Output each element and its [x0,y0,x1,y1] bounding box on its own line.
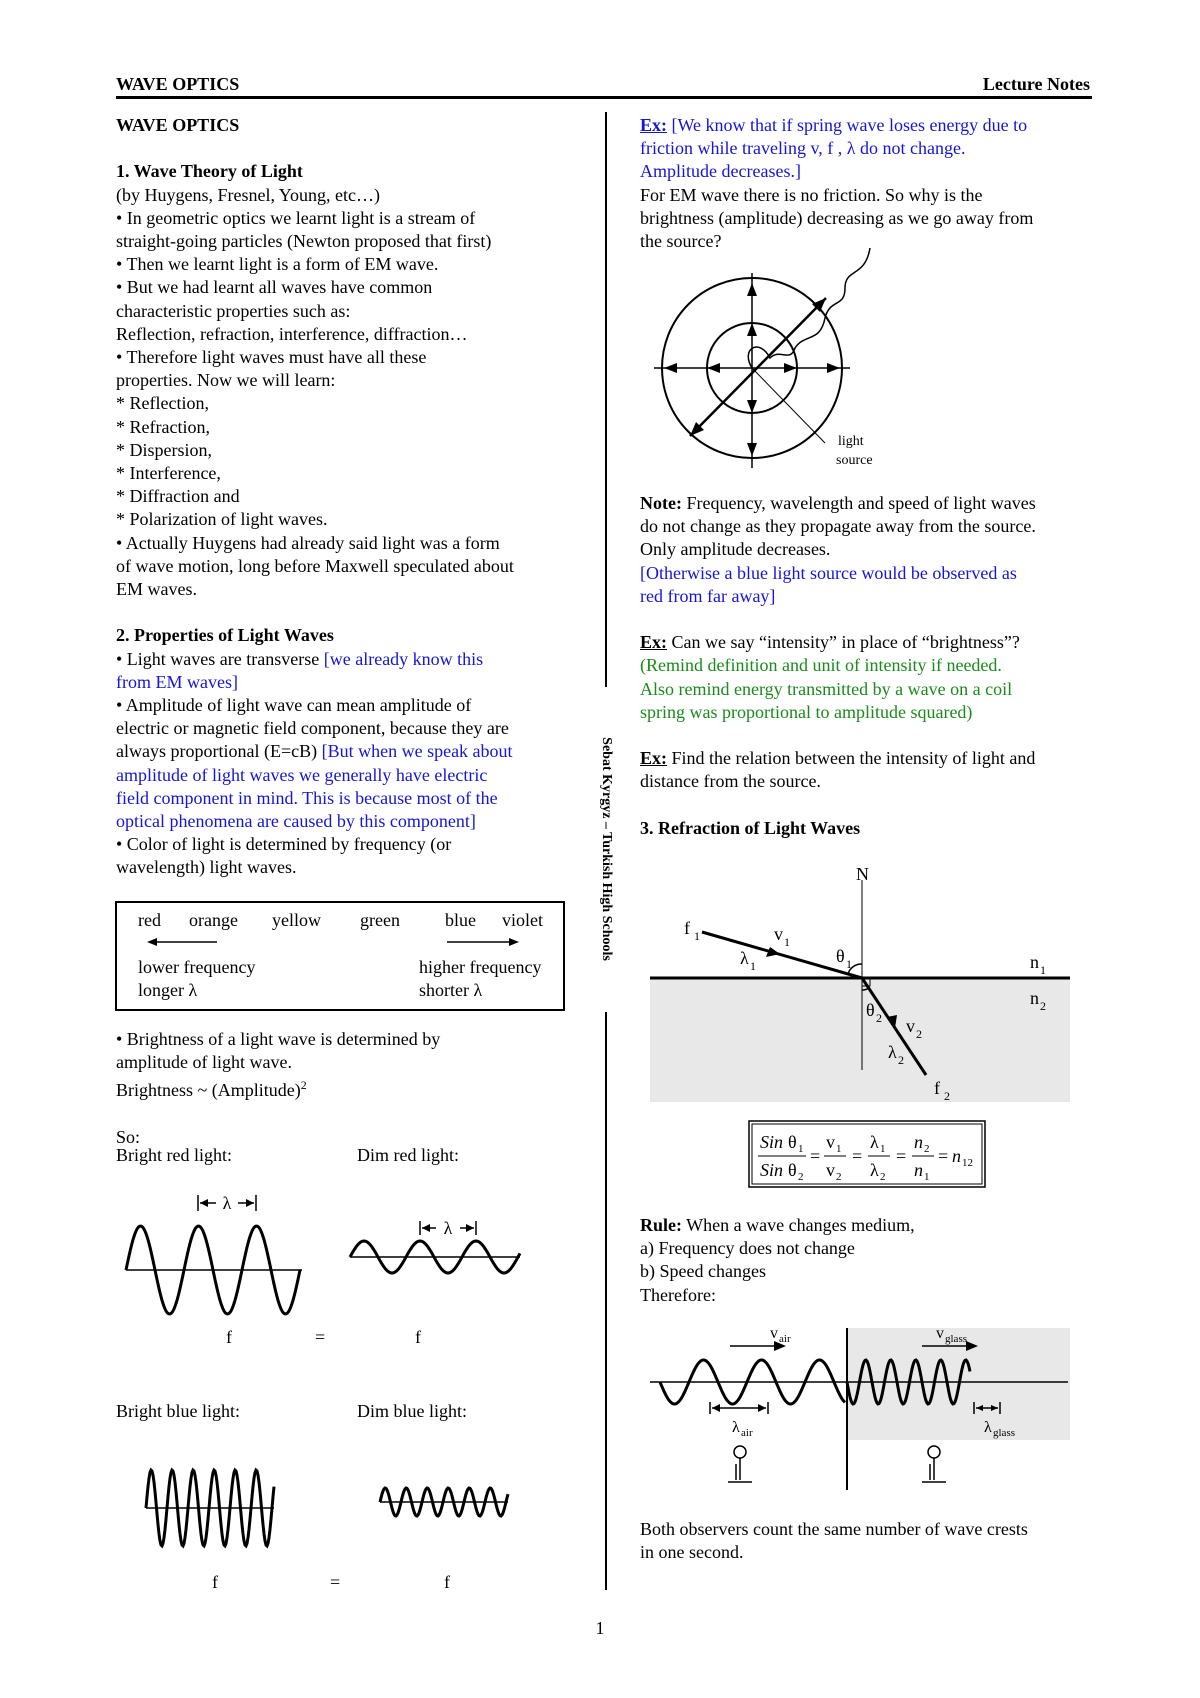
text-line: in one second. [640,1542,744,1563]
svg-text:Sin: Sin [760,1160,784,1180]
light-label: light [838,434,864,449]
frequency-f: f [415,1327,421,1347]
text-line: do not change as they propagate away from the source. [640,516,1036,537]
left-column [116,114,514,880]
bright-red-label: Bright red light: [116,1145,232,1165]
right-column-rule [640,1214,915,1307]
color-label: blue [445,910,476,930]
text-line: properties. Now we will learn: [116,370,336,391]
v2-label: v [906,1016,915,1036]
header-rule [116,96,1092,99]
text-line: the source? [640,231,722,252]
text-line: (Remind definition and unit of intensity if needed. [640,655,1002,676]
light-source-diagram [640,238,900,468]
text-line: spring was proportional to amplitude squared) [640,701,973,722]
svg-text:1: 1 [798,1143,804,1155]
svg-text:air: air [779,1333,791,1345]
text-line: optical phenomena are caused by this component] [116,811,476,832]
svg-text:1: 1 [836,1143,842,1155]
svg-text:2: 2 [1040,999,1046,1013]
note-line: Note: Frequency, wavelength and speed of light waves [640,493,1036,513]
list-item: * Interference, [116,463,221,484]
right-column-top [640,114,1033,253]
text-line: a) Frequency does not change [640,1238,855,1259]
text-line: Amplitude decreases.] [640,161,801,182]
red-light-waves [110,1185,530,1415]
svg-text:v: v [826,1132,835,1152]
refraction-diagram [640,860,1080,1110]
text-line: Therefore: [640,1284,716,1305]
text-line: • Color of light is determined by frequency (or [116,834,452,855]
shorter-lambda-label: shorter λ [419,980,483,1000]
text-line: Reflection, refraction, interference, diffraction… [116,323,468,344]
text-line: EM waves. [116,579,197,600]
v1-label: v [774,924,783,944]
brightness-section [116,1028,440,1149]
svg-text:1: 1 [1040,963,1046,977]
text-line: • Light waves are transverse [we already know this [116,648,484,669]
n1-label: n [1030,952,1039,972]
header-title: WAVE OPTICS [116,74,240,94]
section3-heading: 3. Refraction of Light Waves [640,817,861,838]
text-line: Brightness ~ (Amplitude)$^2$ [116,1078,307,1101]
text-line: friction while traveling v, f , λ do not change. [640,138,966,159]
text-line: field component in mind. This is because most of the [116,787,498,808]
right-column-middle [640,492,1036,840]
page-heading: WAVE OPTICS [116,115,240,135]
svg-text:θ: θ [788,1132,797,1152]
page-number: 1 [595,1618,605,1638]
text-line: (by Huygens, Fresnel, Young, etc…) [116,184,380,205]
v-air-label: v [770,1325,778,1342]
snell-formula [748,1120,988,1190]
list-item: * Refraction, [116,416,210,437]
color-frequency-box [115,901,565,1011]
svg-text:=: = [896,1146,907,1166]
v-glass-label: v [936,1325,944,1342]
svg-text:2: 2 [944,1089,950,1103]
observer-glass-icon [922,1446,946,1482]
lambda-glass-label: λ [984,1419,992,1436]
svg-text:n: n [952,1146,961,1166]
text-line: • But we had learnt all waves have common [116,277,433,298]
text-line: brightness (amplitude) decreasing as we go away from [640,207,1034,228]
svg-text:12: 12 [962,1157,973,1169]
text-line: electric or magnetic field component, because they are [116,718,509,739]
color-label: red [138,910,161,930]
right-column-end [640,1518,1028,1564]
lambda-label: λ [443,1218,453,1238]
text-line: characteristic properties such as: [116,300,351,321]
text-line: Both observers count the same number of wave crests [640,1519,1028,1539]
dim-red-label: Dim red light: [357,1145,459,1165]
svg-text:=: = [852,1146,863,1166]
lambda-air-label: λ [732,1419,740,1436]
text-line: b) Speed changes [640,1261,766,1282]
svg-text:2: 2 [924,1143,930,1155]
equals-sign: = [315,1327,326,1347]
svg-text:2: 2 [876,1011,882,1025]
svg-text:1: 1 [880,1143,886,1155]
column-divider-bottom [605,1012,607,1590]
svg-text:2: 2 [836,1171,842,1183]
text-line: always proportional (E=cB) [But when we speak about [116,741,513,762]
svg-text:n: n [914,1132,923,1152]
text-line: Also remind energy transmitted by a wave on a coil [640,678,1013,699]
f1-label: f [684,918,690,938]
text-line: So: [116,1126,141,1147]
higher-frequency-label: higher frequency [419,957,542,977]
text-line: red from far away] [640,585,776,606]
example1-line: Ex: [We know that if spring wave loses energy due to [640,115,1028,135]
rule-line: Rule: When a wave changes medium, [640,1215,915,1235]
svg-text:=: = [810,1146,821,1166]
text-line: from EM waves] [116,671,238,692]
svg-text:glass: glass [993,1427,1015,1439]
svg-text:λ: λ [870,1132,879,1152]
lambda2-label: λ [888,1042,897,1062]
svg-text:1: 1 [924,1171,930,1183]
section1-heading: 1. Wave Theory of Light [116,161,303,182]
n2-label: n [1030,988,1039,1008]
list-item: * Diffraction and [116,486,240,507]
text-line: distance from the source. [640,771,821,792]
color-label: yellow [272,910,321,930]
text-line: For EM wave there is no friction. So why is the [640,184,983,205]
source-label: source [836,453,873,468]
column-divider-top [605,112,607,687]
example3-line: Ex: Find the relation between the intensity of light and [640,748,1036,769]
svg-text:2: 2 [898,1053,904,1067]
theta2-label: θ [866,1000,875,1020]
svg-text:2: 2 [916,1027,922,1041]
text-line: • Brightness of a light wave is determined by [116,1029,441,1049]
frequency-f: f [444,1572,450,1590]
svg-text:θ: θ [788,1160,797,1180]
list-item: * Reflection, [116,393,209,414]
example2-line: Ex: Can we say “intensity” in place of “brightness”? [640,632,1020,653]
svg-text:Sin: Sin [760,1132,784,1152]
header-lecture-notes: Lecture Notes [982,74,1090,94]
color-label: green [360,910,400,930]
equals-sign: = [330,1572,341,1590]
text-line: Only amplitude decreases. [640,539,831,560]
side-school-text: Sebat Kyrgyz – Turkish High Schools [599,737,614,961]
text-line: [Otherwise a blue light source would be observed as [640,562,1017,583]
text-line: • In geometric optics we learnt light is a stream of [116,207,476,228]
bright-blue-label: Bright blue light: [116,1401,240,1421]
text-line: straight-going particles (Newton proposed that first) [116,231,492,251]
frequency-f: f [212,1572,218,1590]
lambda-label: λ [222,1193,232,1213]
frequency-f: f [226,1327,232,1347]
text-line: amplitude of light wave. [116,1052,292,1073]
svg-text:v: v [826,1160,835,1180]
section2-heading: 2. Properties of Light Waves [116,625,334,646]
svg-text:1: 1 [784,935,790,949]
observer-air-icon [728,1446,752,1482]
blue-light-waves [110,1440,530,1590]
list-item: * Polarization of light waves. [116,509,328,530]
lower-frequency-label: lower frequency [138,957,256,977]
text-line: • Amplitude of light wave can mean amplitude of [116,695,472,716]
text-line: wavelength) light waves. [116,857,297,878]
svg-text:air: air [741,1427,753,1439]
svg-text:glass: glass [945,1333,967,1345]
f2-label: f [934,1078,940,1098]
text-line: • Actually Huygens had already said light was a form [116,532,500,553]
text-line: of wave motion, long before Maxwell speculated about [116,555,514,576]
normal-N: N [856,864,869,884]
svg-text:1: 1 [846,957,852,971]
medium-change-diagram [640,1322,1080,1492]
svg-text:2: 2 [880,1171,886,1183]
svg-text:n: n [914,1160,923,1180]
text-line: • Then we learnt light is a form of EM wave. [116,254,439,275]
dim-blue-label: Dim blue light: [357,1401,467,1421]
svg-text:1: 1 [750,959,756,973]
svg-text:λ: λ [870,1160,879,1180]
theta1-label: θ [836,946,845,966]
list-item: * Dispersion, [116,439,212,460]
svg-text:2: 2 [798,1171,804,1183]
color-label: orange [189,910,238,930]
text-line: • Therefore light waves must have all these [116,347,427,368]
longer-lambda-label: longer λ [138,980,198,1000]
color-label: violet [502,910,543,930]
text-line: amplitude of light waves we generally have electric [116,764,488,785]
lambda1-label: λ [740,948,749,968]
svg-text:1: 1 [694,929,700,943]
svg-text:=: = [938,1146,949,1166]
